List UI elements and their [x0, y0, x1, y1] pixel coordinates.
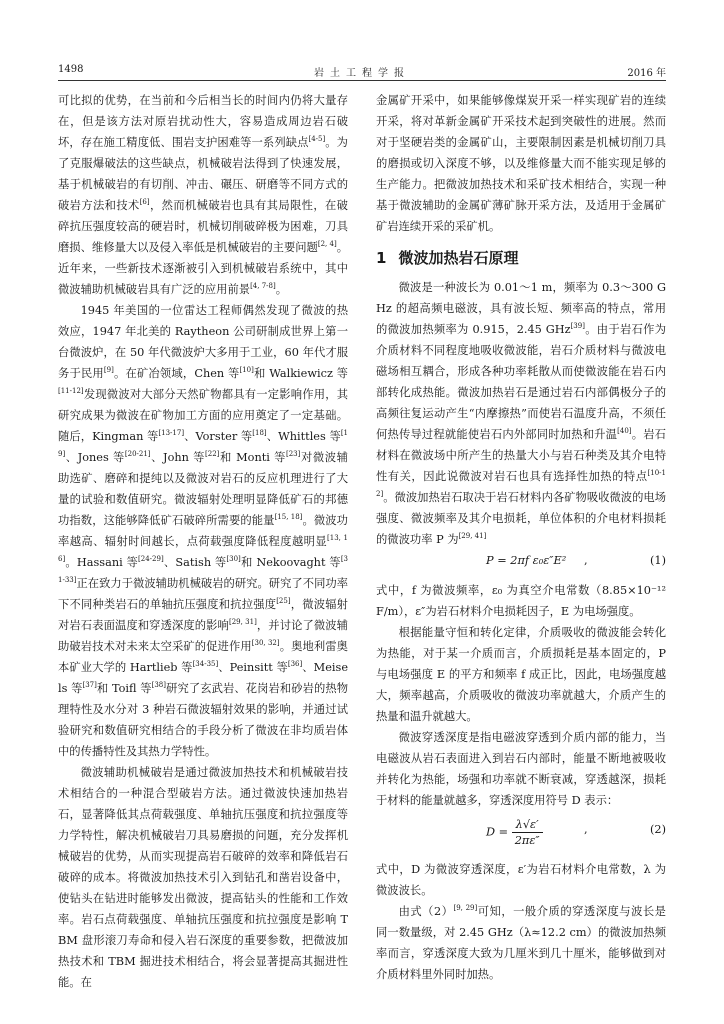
paragraph-microwave-assisted: 微波辅助机械破岩是通过微波加热技术和机械破岩技术相结合的一种混合型破岩方法。通过微波快速加热岩石，显著降低其点荷载强度、单轴抗压强度和抗拉强度等力学特性，解决机械破岩刀具易磨损的问题，充分发挥机械破岩的优势，从而实现提高岩石破碎的效率和降低岩石破碎的成本。将微波加热技术引入到钻孔和凿岩设备中，使钻头在钻进时能够发出微波，提高钻头的性能和工作效率。岩石点荷载强度、单轴抗压强度和抗拉强度是影响 TBM 盘形滚刀寿命和侵入岩石深度的重要参数，把微波加热技术和 TBM 掘进技术相结合，将会显著提高其掘进性能。在: [58, 766, 348, 989]
right-column: [376, 90, 666, 985]
citation: [11-12]: [58, 387, 84, 396]
equation-number: (2): [649, 823, 666, 836]
citation: [37]: [82, 681, 97, 690]
paragraph-depth-conclusion: 由式（2）[9, 29]可知，一般介质的穿透深度与波长是同一数量级，对 2.45 GHz（λ≈12.2 cm）的微波加热频率而言，穿透深度大致为几厘米到几十厘米，能够做到对介质材料里外同时加热。: [376, 904, 666, 981]
citation: [25]: [276, 597, 291, 606]
citation: [40]: [617, 427, 632, 436]
citation: [4-5]: [308, 135, 326, 144]
paragraph-mining-continued: 金属矿开采中，如果能够像煤炭开采一样实现矿岩的连续开采，将对革新金属矿开采技术起到突破性的进展。然而对于坚硬岩类的金属矿山，主要限制因素是机械切削刀具的磨损或切入深度不够，以及维修量大而不能实现足够的生产能力。把微波加热技术和采矿技术相结合，实现一种基于微波辅助的金属矿薄矿脉开采方法，及适用于金属矿矿岩连续开采的采矿机。: [376, 94, 666, 233]
citation: [19]: [58, 429, 348, 459]
citation: [20-21]: [124, 450, 151, 459]
paragraph-eq2-legend: 式中，D 为微波穿透深度，ε′为岩石材料介电常数，λ 为微波波长。: [376, 863, 666, 897]
citation: [9]: [103, 366, 114, 375]
left-column: [58, 90, 348, 993]
citation: [4, 7-8]: [250, 282, 276, 291]
paragraph-penetration: 微波穿透深度是指电磁波穿透到介质内部的能力，当电磁波从岩石表面进入到岩石内部时，能量不断地被吸收并转化为热能，场强和功率就不断衰减，穿透越深，损耗于材料的能量就越多，穿透深度用符号 D 表示：: [376, 731, 666, 807]
citation: [15, 18]: [274, 513, 303, 522]
citation: [39]: [570, 322, 585, 331]
citation: [30]: [226, 555, 241, 564]
citation: [36]: [287, 660, 303, 669]
citation: [13-17]: [158, 429, 185, 438]
paragraph-history: 1945 年美国的一位雷达工程师偶然发现了微波的热效应，1947 年北美的 Raytheon 公司研制成世界上第一台微波炉，在 50 年代微波炉大多用于工业，60 年代才服务于民用[9]。在矿冶领域，Chen 等[10]和 Walkiewicz 等[11-12]发现微波对大部分天然矿物都具有一定影响作用，其研究成果为微波在矿物加工方面的应用奠定了一定基础。随后，Kingman 等[13-17]、Vorster 等[18]、Whittles 等[19]、Jones 等[20-21]、John 等[22]和 Monti 等[23]对微波辅助选矿、磨碎和提纯以及微波对岩石的反应机理进行了大量的试验和数值研究。微波辐射处理明显降低矿石的邦德功指数，这能够降低矿石破碎所需要的能量[15, 18]。微波功率越高、辐射时间越长，点荷载强度降低程度越明显[13, 16]。Hassani 等[24-29]、Satish 等[30]和 Nekoovaght 等[31-33]正在致力于微波辅助机械破岩的研究。研究了不同功率下不同种类岩石的单轴抗压强度和抗拉强度[25]，微波辐射对岩石表面温度和穿透深度的影响[29, 31]，并讨论了微波辅助破岩技术对未来太空采矿的促进作用[30, 32]。奥地利雷奥本矿业大学的 Hartlieb 等[34-35]、Peinsitt 等[36]、Meisels 等[37]和 Toifl 等[38]研究了玄武岩、花岗岩和砂岩的热物理特性及水分对 3 种岩石微波辐射效果的影响，并通过试验研究和数值研究相结合的手段分析了微波在非均质岩体中的传播特性及其热力学特性。: [58, 304, 349, 758]
paragraph-eq1-legend: 式中，f 为微波频率，ε₀ 为真空介电常数（8.85×10⁻¹² F/m），ε″为岩石材料介电损耗因子，E 为电场强度。: [376, 584, 666, 618]
citation: [13, 16]: [58, 534, 348, 564]
citation: [30, 32]: [251, 639, 280, 648]
citation: [31-33]: [58, 555, 348, 585]
citation: [6]: [139, 198, 150, 207]
citation: [10]: [239, 366, 254, 375]
page-header: [58, 62, 666, 81]
journal-title: 岩土工程学报: [314, 68, 410, 79]
publication-year: 2016 年: [627, 68, 666, 79]
citation: [23]: [286, 450, 301, 459]
citation: [38]: [151, 681, 166, 690]
equation-1: P = 2πf ε₀ε″E² , (1): [486, 554, 666, 567]
citation: [24-29]: [138, 555, 164, 564]
citation: [29, 41]: [458, 532, 487, 541]
citation: [10-12]: [376, 469, 666, 499]
page-number: 1498: [58, 64, 84, 75]
citation: [2, 4]: [317, 240, 337, 249]
paragraph-principle: 微波是一种波长为 0.01～1 m，频率为 0.3～300 GHz 的超高频电磁波，具有波长短、频率高的特点，常用的微波加热频率为 0.915，2.45 GHz[39]。由于岩石作为介质材料不同程度地吸收微波能，岩石介质材料与微波电磁场相互耦合，形成各种功率耗散从而使微波能在岩石内部转化成热能。微波加热岩石是通过岩石内部偶极分子的高频往复运动产生“内摩擦热”而使岩石温度升高，不须任何热传导过程就能使岩石内外部同时加热和升温[40]。岩石材料在微波场中所产生的热量大小与岩石种类及其介电特性有关，因此说微波对岩石也具有选择性加热的特点[10-12]。微波加热岩石取决于岩石材料内各矿物吸收微波的电场强度、微波频率及其介电损耗，单位体积的介电材料损耗的微波功率 P 为[29, 41]: [376, 281, 666, 546]
equation-number: (1): [649, 554, 666, 567]
citation: [29, 31]: [228, 618, 257, 627]
paragraph-intro-continued: 可比拟的优势，在当前和今后相当长的时间内仍将大量存在，但是该方法对原岩扰动性大，容易造成周边岩石破坏，存在施工精度低、围岩支护困难等一系列缺点[4-5]。为了克服爆破法的这些缺点，机械破岩法得到了快速发展，基于机械破岩的有切削、冲击、碾压、研磨等不同方式的破岩方法和技术[6]，然而机械破岩也具有其局限性，在破碎抗压强度较高的硬岩时，机械切削破碎极为困难，刀具磨损、维修量大以及侵入率低是机械破岩的主要问题[2, 4]。近年来，一些新技术逐渐被引入到机械破岩系统中，其中微波辅助机械破岩具有广泛的应用前景[4, 7-8]。: [58, 94, 348, 296]
citation: [18]: [252, 429, 267, 438]
paragraph-energy: 根据能量守恒和转化定律，介质吸收的微波能会转化为热能，对于某一介质而言，介质损耗是基本固定的，P 与电场强度 E 的平方和频率 f 成正比，因此，电场强度越大，频率越高，介质吸收的微波功率就越大，介质产生的热量和温升就越大。: [376, 626, 666, 723]
citation: [22]: [205, 450, 220, 459]
equation-2: D = $\frac{\lambda√\varepsilon'}{2\pi\varepsilon''}$ , (2): [486, 818, 666, 847]
section-heading: 1 微波加热岩石原理: [376, 249, 519, 267]
citation: [34-35]: [192, 660, 219, 669]
citation: [9, 29]: [453, 904, 478, 913]
